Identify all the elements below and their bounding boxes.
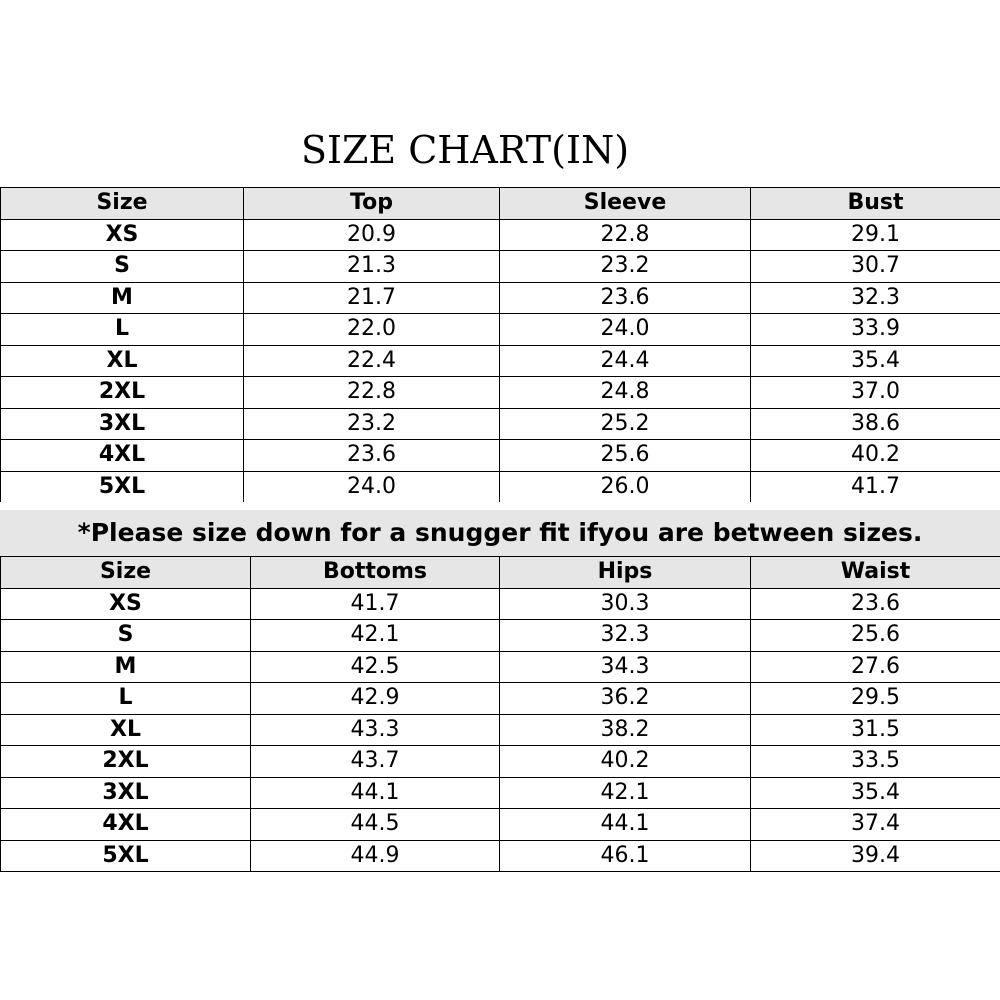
size-cell: XS <box>1 219 244 251</box>
measurement-cell: 33.5 <box>751 746 1000 778</box>
measurement-cell: 43.7 <box>251 746 500 778</box>
measurement-cell: 29.1 <box>751 219 1000 251</box>
table-row <box>1 777 1000 809</box>
measurement-cell: 25.6 <box>500 440 751 472</box>
measurement-cell: 30.3 <box>500 588 751 620</box>
measurement-cell: 42.5 <box>251 651 500 683</box>
measurement-cell: 40.2 <box>751 440 1000 472</box>
measurement-cell: 22.0 <box>244 314 500 346</box>
measurement-cell: 21.3 <box>244 251 500 283</box>
measurement-cell: 23.2 <box>500 251 751 283</box>
size-cell: M <box>1 651 251 683</box>
measurement-cell: 32.3 <box>500 620 751 652</box>
table-row <box>1 408 1000 440</box>
size-cell: S <box>1 620 251 652</box>
table-row <box>1 746 1000 778</box>
measurement-cell: 26.0 <box>500 471 751 502</box>
measurement-cell: 46.1 <box>500 840 751 872</box>
measurement-cell: 25.2 <box>500 408 751 440</box>
table-row <box>1 471 1000 502</box>
measurement-cell: 37.4 <box>751 809 1000 841</box>
measurement-cell: 35.4 <box>751 777 1000 809</box>
table-row <box>1 620 1000 652</box>
size-cell: XS <box>1 588 251 620</box>
top-size-table <box>0 187 1000 502</box>
table-header-row <box>1 557 1000 589</box>
table-row <box>1 251 1000 283</box>
measurement-cell: 38.6 <box>751 408 1000 440</box>
table-header-row <box>1 188 1000 220</box>
column-header-size: Size <box>1 188 244 220</box>
measurement-cell: 44.5 <box>251 809 500 841</box>
measurement-cell: 23.2 <box>244 408 500 440</box>
column-header-top: Top <box>244 188 500 220</box>
table-row <box>1 683 1000 715</box>
measurement-cell: 24.0 <box>500 314 751 346</box>
measurement-cell: 36.2 <box>500 683 751 715</box>
measurement-cell: 25.6 <box>751 620 1000 652</box>
size-cell: XL <box>1 345 244 377</box>
size-cell: L <box>1 314 244 346</box>
measurement-cell: 39.4 <box>751 840 1000 872</box>
column-header-hips: Hips <box>500 557 751 589</box>
table-row <box>1 440 1000 472</box>
column-header-waist: Waist <box>751 557 1000 589</box>
measurement-cell: 38.2 <box>500 714 751 746</box>
page-title: SIZE CHART(IN) <box>300 128 630 172</box>
measurement-cell: 31.5 <box>751 714 1000 746</box>
measurement-cell: 33.9 <box>751 314 1000 346</box>
measurement-cell: 35.4 <box>751 345 1000 377</box>
measurement-cell: 44.1 <box>500 809 751 841</box>
size-cell: L <box>1 683 251 715</box>
size-cell: 3XL <box>1 408 244 440</box>
table-row <box>1 282 1000 314</box>
measurement-cell: 24.4 <box>500 345 751 377</box>
table-row <box>1 809 1000 841</box>
measurement-cell: 22.8 <box>244 377 500 409</box>
measurement-cell: 23.6 <box>751 588 1000 620</box>
measurement-cell: 21.7 <box>244 282 500 314</box>
size-cell: 5XL <box>1 840 251 872</box>
measurement-cell: 41.7 <box>751 471 1000 502</box>
measurement-cell: 44.9 <box>251 840 500 872</box>
table-row <box>1 219 1000 251</box>
size-cell: M <box>1 282 244 314</box>
table-row <box>1 345 1000 377</box>
measurement-cell: 23.6 <box>500 282 751 314</box>
size-cell: 4XL <box>1 809 251 841</box>
measurement-cell: 34.3 <box>500 651 751 683</box>
measurement-cell: 32.3 <box>751 282 1000 314</box>
size-cell: XL <box>1 714 251 746</box>
measurement-cell: 22.4 <box>244 345 500 377</box>
table-row <box>1 314 1000 346</box>
measurement-cell: 24.8 <box>500 377 751 409</box>
measurement-cell: 44.1 <box>251 777 500 809</box>
measurement-cell: 42.9 <box>251 683 500 715</box>
column-header-sleeve: Sleeve <box>500 188 751 220</box>
table-row <box>1 588 1000 620</box>
bottom-size-table <box>0 556 1000 872</box>
measurement-cell: 22.8 <box>500 219 751 251</box>
measurement-cell: 23.6 <box>244 440 500 472</box>
table-row <box>1 714 1000 746</box>
measurement-cell: 20.9 <box>244 219 500 251</box>
table-row <box>1 840 1000 872</box>
size-cell: 2XL <box>1 377 244 409</box>
column-header-bottoms: Bottoms <box>251 557 500 589</box>
measurement-cell: 41.7 <box>251 588 500 620</box>
measurement-cell: 29.5 <box>751 683 1000 715</box>
measurement-cell: 27.6 <box>751 651 1000 683</box>
measurement-cell: 40.2 <box>500 746 751 778</box>
measurement-cell: 43.3 <box>251 714 500 746</box>
measurement-cell: 37.0 <box>751 377 1000 409</box>
table-row <box>1 377 1000 409</box>
measurement-cell: 42.1 <box>251 620 500 652</box>
size-cell: S <box>1 251 244 283</box>
size-cell: 3XL <box>1 777 251 809</box>
measurement-cell: 30.7 <box>751 251 1000 283</box>
table-row <box>1 651 1000 683</box>
size-cell: 5XL <box>1 471 244 502</box>
measurement-cell: 24.0 <box>244 471 500 502</box>
sizing-note: *Please size down for a snugger fit ifyou are between sizes. <box>0 510 1000 556</box>
column-header-bust: Bust <box>751 188 1000 220</box>
size-cell: 4XL <box>1 440 244 472</box>
size-cell: 2XL <box>1 746 251 778</box>
measurement-cell: 42.1 <box>500 777 751 809</box>
column-header-size: Size <box>1 557 251 589</box>
